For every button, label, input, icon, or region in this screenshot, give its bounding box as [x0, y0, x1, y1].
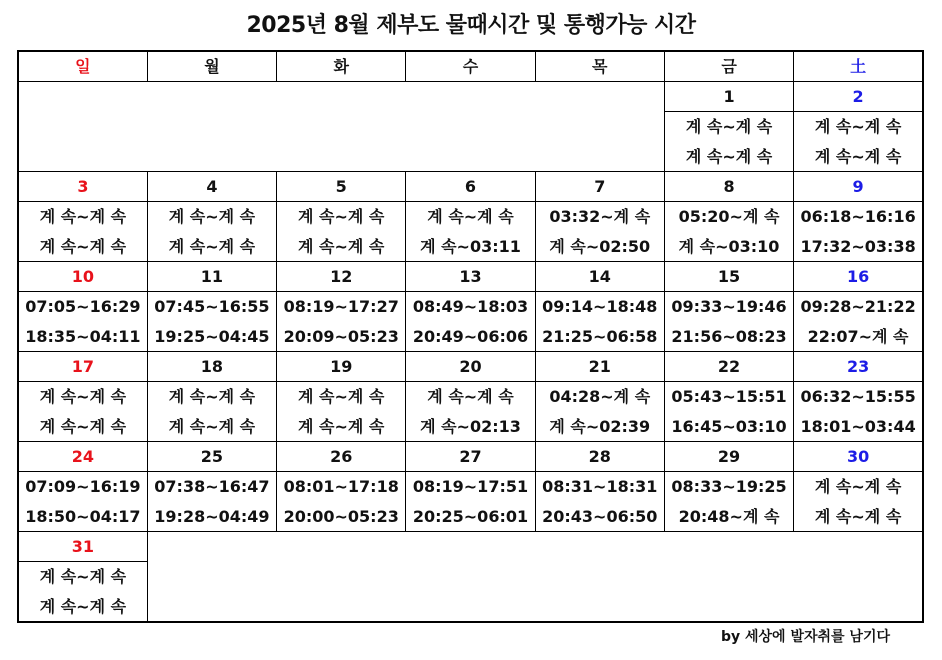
first-passage-window: 계 속~계 속 — [685, 117, 773, 136]
first-passage-window: 계 속~계 속 — [298, 387, 385, 406]
second-passage-window: 19:28~04:49 — [154, 506, 270, 526]
first-passage-window: 06:18~16:16 — [800, 207, 916, 226]
day-times-cell — [147, 292, 276, 352]
week-times-row — [18, 202, 923, 262]
second-passage-window: 계 속~계 속 — [39, 596, 127, 616]
second-passage-window: 계 속~계 속 — [685, 146, 773, 166]
day-times-cell — [147, 202, 276, 262]
day-times-cell — [406, 382, 535, 442]
day-number: 9 — [794, 172, 923, 202]
weekday-header-tue: 화 — [277, 51, 406, 82]
first-passage-window: 계 속~계 속 — [814, 477, 902, 496]
first-passage-window: 06:32~15:55 — [800, 387, 916, 406]
day-times-cell — [794, 202, 923, 262]
week-daynum-row — [18, 172, 923, 202]
second-passage-window: 21:56~08:23 — [671, 326, 787, 346]
week-daynum-row — [18, 82, 923, 112]
second-passage-window: 계 속~계 속 — [39, 416, 127, 436]
first-passage-window: 08:49~18:03 — [412, 297, 529, 316]
second-passage-window: 계 속~계 속 — [168, 236, 256, 256]
first-passage-window: 계 속~계 속 — [427, 387, 514, 406]
day-number: 8 — [664, 172, 793, 202]
first-passage-window: 08:19~17:51 — [412, 477, 529, 496]
second-passage-window: 22:07~계 속 — [807, 326, 909, 346]
day-times-cell — [406, 472, 535, 532]
day-times-cell — [277, 382, 406, 442]
day-times-cell — [277, 292, 406, 352]
empty-cell — [18, 82, 664, 172]
day-number: 13 — [406, 262, 535, 292]
first-passage-window: 계 속~계 속 — [168, 207, 256, 226]
day-times-cell — [664, 112, 793, 172]
week-daynum-row — [18, 442, 923, 472]
week-daynum-row — [18, 352, 923, 382]
day-number: 26 — [277, 442, 406, 472]
day-times-cell — [664, 472, 793, 532]
day-number: 15 — [664, 262, 793, 292]
day-number: 24 — [18, 442, 147, 472]
empty-cell — [147, 532, 923, 623]
day-number: 12 — [277, 262, 406, 292]
day-times-cell — [18, 202, 147, 262]
second-passage-window: 20:49~06:06 — [412, 326, 529, 346]
second-passage-window: 16:45~03:10 — [671, 416, 787, 436]
day-times-cell — [664, 382, 793, 442]
first-passage-window: 09:33~19:46 — [671, 297, 787, 316]
day-number: 28 — [535, 442, 664, 472]
day-times-cell — [18, 292, 147, 352]
first-passage-window: 계 속~계 속 — [427, 207, 514, 226]
second-passage-window: 20:43~06:50 — [542, 506, 658, 526]
day-number: 11 — [147, 262, 276, 292]
first-passage-window: 08:31~18:31 — [542, 477, 658, 496]
first-passage-window: 계 속~계 속 — [39, 207, 127, 226]
first-passage-window: 07:45~16:55 — [154, 297, 270, 316]
second-passage-window: 계 속~02:50 — [549, 236, 651, 256]
day-times-cell — [18, 562, 147, 623]
day-times-cell — [794, 472, 923, 532]
week-daynum-row — [18, 262, 923, 292]
day-number: 6 — [406, 172, 535, 202]
page-title: 2025년 8월 제부도 물때시간 및 통행가능 시간 — [246, 13, 696, 38]
weekday-header-fri: 금 — [664, 51, 793, 82]
second-passage-window: 계 속~계 속 — [298, 236, 385, 256]
first-passage-window: 08:01~17:18 — [283, 477, 399, 496]
week-times-row — [18, 382, 923, 442]
first-passage-window: 04:28~계 속 — [549, 387, 651, 406]
second-passage-window: 18:01~03:44 — [800, 416, 916, 436]
weekday-header-row — [18, 51, 923, 82]
second-passage-window: 계 속~계 속 — [168, 416, 256, 436]
second-passage-window: 20:25~06:01 — [412, 506, 529, 526]
first-passage-window: 09:14~18:48 — [542, 297, 658, 316]
day-number: 29 — [664, 442, 793, 472]
day-number: 25 — [147, 442, 276, 472]
weekday-header-sat: 土 — [794, 51, 923, 82]
day-number: 22 — [664, 352, 793, 382]
tide-calendar-table — [17, 50, 924, 623]
day-times-cell — [18, 472, 147, 532]
first-passage-window: 09:28~21:22 — [800, 297, 916, 316]
calendar-body — [18, 82, 923, 623]
second-passage-window: 계 속~03:11 — [420, 236, 521, 256]
second-passage-window: 19:25~04:45 — [154, 326, 270, 346]
day-number: 16 — [794, 262, 923, 292]
second-passage-window: 20:09~05:23 — [283, 326, 399, 346]
day-number: 2 — [794, 82, 923, 112]
day-times-cell — [147, 472, 276, 532]
first-passage-window: 계 속~계 속 — [39, 567, 127, 586]
day-times-cell — [277, 472, 406, 532]
second-passage-window: 20:48~계 속 — [678, 506, 780, 526]
day-number: 23 — [794, 352, 923, 382]
second-passage-window: 계 속~03:10 — [678, 236, 780, 256]
second-passage-window: 17:32~03:38 — [800, 236, 916, 256]
second-passage-window: 18:50~04:17 — [25, 506, 141, 526]
day-times-cell — [664, 292, 793, 352]
second-passage-window: 계 속~계 속 — [298, 416, 385, 436]
day-number: 19 — [277, 352, 406, 382]
second-passage-window: 18:35~04:11 — [25, 326, 141, 346]
day-number: 20 — [406, 352, 535, 382]
day-times-cell — [406, 202, 535, 262]
day-times-cell — [18, 382, 147, 442]
weekday-header-sun: 일 — [18, 51, 147, 82]
first-passage-window: 08:19~17:27 — [283, 297, 399, 316]
day-times-cell — [406, 292, 535, 352]
day-number: 31 — [18, 532, 147, 562]
first-passage-window: 계 속~계 속 — [39, 387, 127, 406]
first-passage-window: 07:05~16:29 — [25, 297, 141, 316]
second-passage-window: 계 속~계 속 — [814, 146, 902, 166]
week-daynum-row — [18, 532, 923, 562]
day-number: 1 — [664, 82, 793, 112]
first-passage-window: 계 속~계 속 — [168, 387, 256, 406]
day-number: 3 — [18, 172, 147, 202]
day-times-cell — [535, 292, 664, 352]
day-times-cell — [535, 472, 664, 532]
day-times-cell — [277, 202, 406, 262]
first-passage-window: 05:20~계 속 — [678, 207, 780, 226]
second-passage-window: 21:25~06:58 — [542, 326, 658, 346]
second-passage-window: 20:00~05:23 — [283, 506, 399, 526]
day-number: 14 — [535, 262, 664, 292]
week-times-row — [18, 472, 923, 532]
second-passage-window: 계 속~02:39 — [549, 416, 651, 436]
week-times-row — [18, 292, 923, 352]
day-number: 10 — [18, 262, 147, 292]
first-passage-window: 07:09~16:19 — [25, 477, 141, 496]
weekday-header-mon: 월 — [147, 51, 276, 82]
day-number: 30 — [794, 442, 923, 472]
day-times-cell — [535, 202, 664, 262]
day-number: 21 — [535, 352, 664, 382]
first-passage-window: 07:38~16:47 — [154, 477, 270, 496]
weekday-header-wed: 수 — [406, 51, 535, 82]
day-number: 27 — [406, 442, 535, 472]
first-passage-window: 08:33~19:25 — [671, 477, 787, 496]
weekday-header-thu: 목 — [535, 51, 664, 82]
credit-text: by 세상에 발자취를 남기다 — [720, 629, 890, 645]
day-times-cell — [147, 382, 276, 442]
second-passage-window: 계 속~계 속 — [814, 506, 902, 526]
day-times-cell — [664, 202, 793, 262]
first-passage-window: 03:32~계 속 — [549, 207, 651, 226]
day-number: 17 — [18, 352, 147, 382]
day-times-cell — [794, 382, 923, 442]
day-number: 18 — [147, 352, 276, 382]
day-times-cell — [794, 292, 923, 352]
day-times-cell — [535, 382, 664, 442]
day-times-cell — [794, 112, 923, 172]
day-number: 4 — [147, 172, 276, 202]
first-passage-window: 계 속~계 속 — [298, 207, 385, 226]
day-number: 5 — [277, 172, 406, 202]
second-passage-window: 계 속~02:13 — [420, 416, 521, 436]
day-number: 7 — [535, 172, 664, 202]
first-passage-window: 계 속~계 속 — [814, 117, 902, 136]
second-passage-window: 계 속~계 속 — [39, 236, 127, 256]
first-passage-window: 05:43~15:51 — [671, 387, 787, 406]
